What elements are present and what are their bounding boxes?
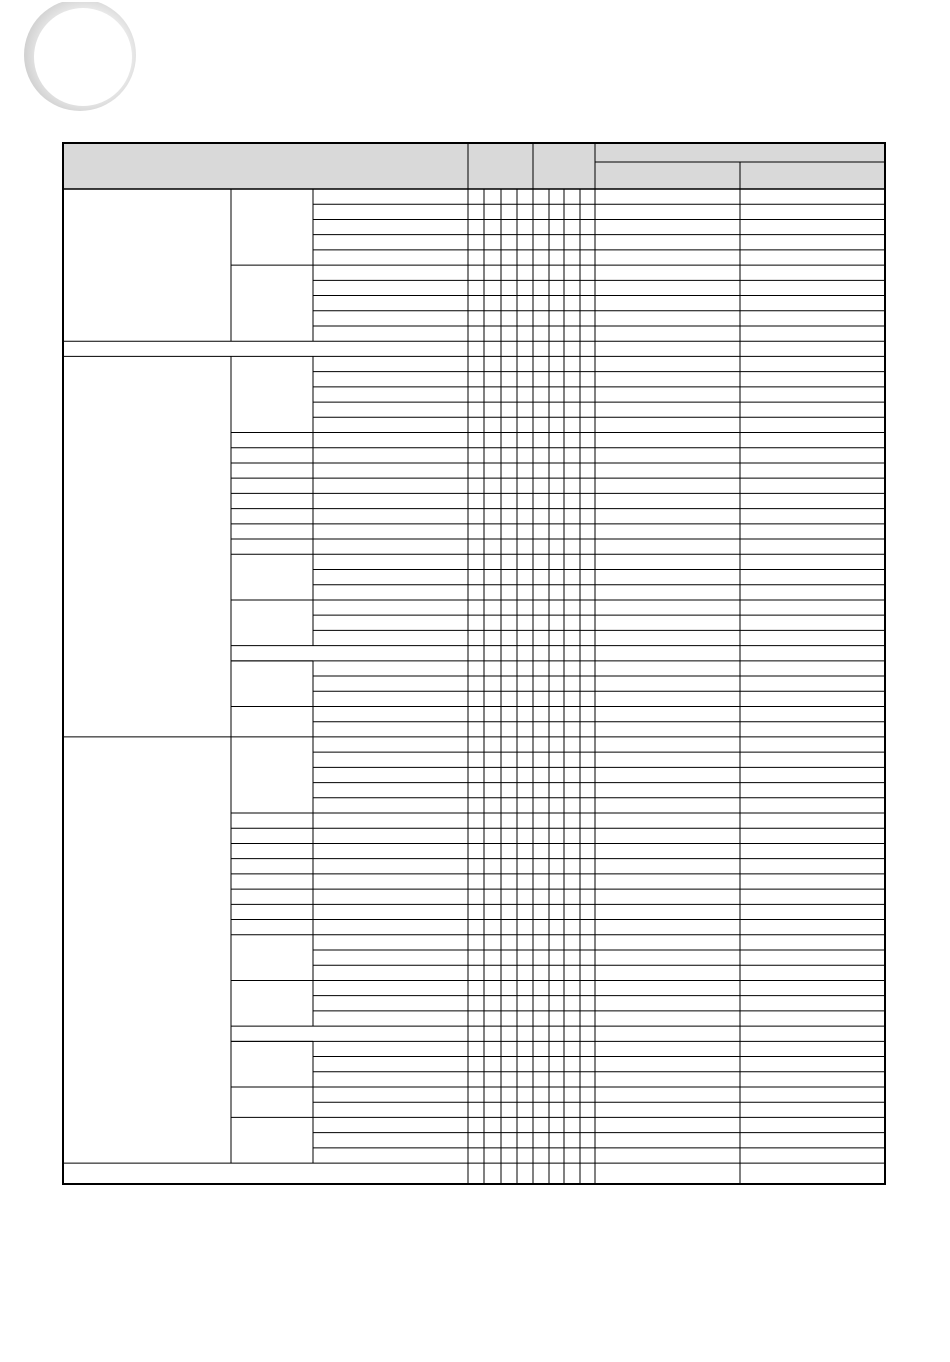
table-border — [63, 143, 885, 1184]
table-rules — [63, 143, 885, 1184]
table-header — [63, 143, 885, 189]
header-background — [63, 143, 885, 189]
